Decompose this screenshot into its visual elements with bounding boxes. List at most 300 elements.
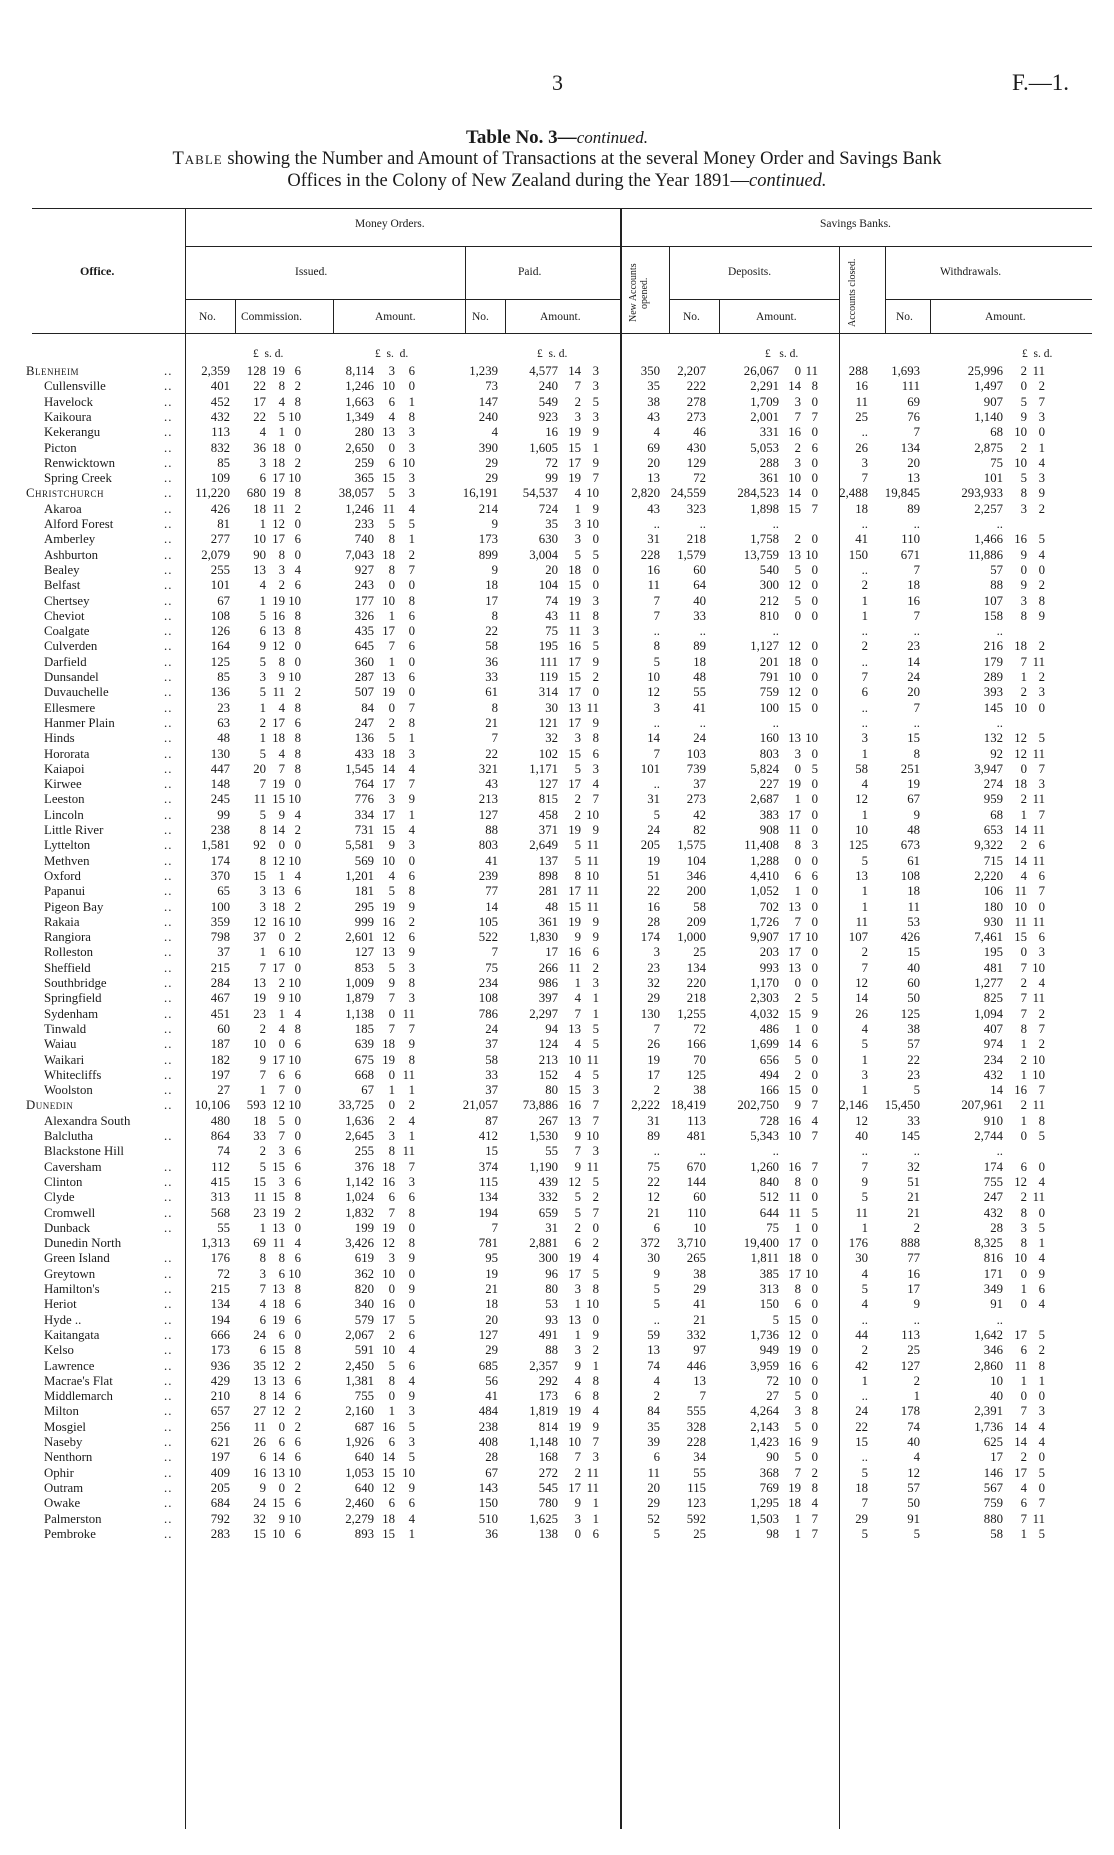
- cell-issued-pence: 4: [408, 761, 415, 776]
- cell-commission-shillings: 14: [272, 1450, 285, 1465]
- cell-withdrawal-shillings: 3: [1020, 501, 1027, 516]
- cell-issued-pounds: 181: [354, 884, 374, 899]
- cell-deposit-no: 200: [686, 884, 706, 899]
- cell-issued-pence: 6: [408, 868, 415, 883]
- cell-issued-shillings: 2: [388, 1327, 395, 1342]
- cell-issued-shillings: 7: [388, 639, 395, 654]
- cell-paid-shillings: 3: [574, 1343, 581, 1358]
- cell-issued-pounds: 853: [354, 960, 374, 975]
- cell-deposit-no: 1,579: [677, 547, 706, 562]
- cell-paid-pence: 10: [586, 868, 599, 883]
- cell-withdrawal-shillings: 4: [1020, 868, 1027, 883]
- leader-dots: ..: [164, 547, 173, 562]
- cell-withdrawal-pence: 0: [1038, 1159, 1045, 1174]
- cell-deposit-shillings: 3: [794, 746, 801, 761]
- cell-deposit-no: 1,255: [677, 1006, 706, 1021]
- cell-no-issued: 109: [210, 471, 230, 486]
- leader-dots: ..: [164, 1450, 173, 1465]
- cell-no-issued: 401: [210, 379, 230, 394]
- office-name: Alford Forest: [44, 517, 114, 531]
- cell-paid-pence: 9: [592, 455, 599, 470]
- cell-issued-pence: 9: [408, 1282, 415, 1296]
- leader-dots: ..: [164, 1511, 173, 1526]
- cell-accounts-closed: 1: [861, 1052, 868, 1067]
- cell-deposit-pounds: 1,170: [750, 976, 779, 990]
- cell-no-issued: 10,106: [194, 1098, 230, 1113]
- cell-no-issued: 182: [210, 1052, 230, 1067]
- table-row: [0, 961, 1114, 976]
- cell-commission-shillings: 2: [278, 976, 285, 990]
- cell-paid-pence: 8: [592, 608, 599, 623]
- cell-issued-pounds: 2,160: [345, 1404, 374, 1419]
- cell-commission-shillings: 8: [278, 379, 285, 394]
- cell-withdrawal-pounds: 755: [983, 1174, 1003, 1189]
- office-name: Pigeon Bay: [44, 899, 104, 914]
- cell-deposit-shillings: 1: [794, 792, 801, 807]
- cell-commission-pounds: 37: [253, 930, 266, 945]
- header-money-orders: Money Orders.: [355, 218, 425, 230]
- cell-paid-pence: 5: [592, 1037, 599, 1052]
- cell-commission-pence: 2: [294, 1358, 301, 1373]
- cell-paid-pounds: 16: [545, 425, 558, 440]
- cell-withdrawal-pounds: 432: [983, 1067, 1003, 1082]
- cell-deposit-pounds: 385: [759, 1266, 779, 1281]
- cell-commission-shillings: 17: [272, 960, 285, 975]
- cell-commission-shillings: 17: [272, 715, 285, 730]
- cell-no-issued: 130: [210, 746, 230, 761]
- cell-paid-shillings: 9: [574, 1129, 581, 1143]
- cell-deposit-no: 555: [686, 1404, 706, 1419]
- cell-issued-pounds: 1,142: [345, 1174, 374, 1189]
- cell-commission-pence: 10: [288, 409, 301, 424]
- cell-withdrawal-pence: 0: [1038, 562, 1045, 577]
- header-amount-paid: Amount.: [540, 311, 581, 323]
- office-name: Whitecliffs: [44, 1067, 102, 1082]
- cell-commission-pounds: 10: [253, 532, 266, 547]
- cell-issued-shillings: 14: [382, 1450, 395, 1465]
- cell-paid-pounds: 314: [538, 685, 558, 700]
- cell-withdrawal-no: 50: [907, 991, 920, 1006]
- cell-paid-pounds: 30: [545, 700, 558, 715]
- cell-paid-shillings: 10: [568, 1435, 581, 1449]
- cell-commission-pence: 2: [294, 1205, 301, 1220]
- cell-withdrawal-no: 74: [907, 1419, 920, 1434]
- leader-dots: ..: [164, 914, 173, 929]
- cell-paid-pounds: 923: [538, 409, 558, 424]
- cell-withdrawal-shillings: 10: [1014, 425, 1027, 440]
- cell-paid-shillings: 2: [574, 394, 581, 409]
- cell-deposit-pence: 9: [811, 1435, 818, 1449]
- cell-deposit-no: 123: [686, 1496, 706, 1511]
- cell-paid-pence: 9: [592, 823, 599, 837]
- cell-commission-shillings: 12: [272, 639, 285, 654]
- cell-deposit-no: 37: [693, 777, 706, 792]
- cell-withdrawal-shillings: 8: [1020, 486, 1027, 501]
- cell-issued-shillings: 1: [388, 608, 395, 623]
- table-row: [0, 639, 1114, 654]
- office-name: Nenthorn: [44, 1450, 93, 1465]
- leader-dots: ..: [164, 440, 173, 455]
- cell-withdrawal-shillings: 10: [1014, 700, 1027, 715]
- cell-withdrawal-shillings: 0: [1020, 1297, 1027, 1312]
- cell-commission-pounds: 20: [253, 761, 266, 776]
- cell-withdrawal-shillings: 11: [1014, 1358, 1027, 1373]
- cell-no-issued: 81: [217, 517, 230, 531]
- cell-paid-no: 21: [485, 1282, 498, 1296]
- cell-withdrawal-no: 38: [907, 1021, 920, 1036]
- office-name: Culverden: [44, 639, 98, 654]
- cell-accounts-closed: 1: [861, 807, 868, 822]
- cell-issued-pounds: 3,426: [345, 1236, 374, 1251]
- office-name: Caversham: [44, 1159, 102, 1174]
- cell-withdrawal-shillings: 2: [1020, 1190, 1027, 1205]
- cell-issued-pounds: 199: [354, 1220, 374, 1235]
- cell-deposit-pounds: 5: [772, 1312, 779, 1327]
- cell-withdrawal-no: 50: [907, 1496, 920, 1511]
- cell-commission-shillings: 0: [278, 930, 285, 945]
- cell-withdrawal-pence: 5: [1038, 1327, 1045, 1342]
- cell-issued-pounds: 893: [354, 1526, 374, 1541]
- cell-paid-pounds: 20: [545, 562, 558, 577]
- cell-commission-shillings: 13: [272, 1465, 285, 1480]
- cell-commission-pounds: 22: [253, 379, 266, 394]
- cell-paid-no: 127: [478, 807, 498, 822]
- cell-paid-pence: 10: [586, 517, 599, 531]
- cell-deposit-pounds: 212: [759, 593, 779, 608]
- cell-no-issued: 657: [210, 1404, 230, 1419]
- office-name: Macrae's Flat: [44, 1373, 113, 1388]
- cell-paid-no: 43: [485, 777, 498, 792]
- cell-withdrawal-pounds: 75: [990, 455, 1003, 470]
- office-name: Spring Creek: [44, 471, 112, 486]
- cell-paid-pounds: 43: [545, 608, 558, 623]
- cell-paid-pence: 10: [586, 1297, 599, 1312]
- cell-no-issued: 210: [210, 1389, 230, 1404]
- cell-issued-shillings: 19: [382, 899, 395, 914]
- table-row: [0, 1114, 1114, 1129]
- table-row: [0, 486, 1114, 501]
- cell-commission-pence: 0: [294, 1113, 301, 1128]
- cell-paid-shillings: 19: [568, 914, 581, 929]
- cell-paid-pence: 3: [592, 1450, 599, 1465]
- cell-issued-pence: 5: [408, 1419, 415, 1434]
- cell-issued-pence: 8: [408, 1205, 415, 1220]
- cell-issued-shillings: 2: [388, 1113, 395, 1128]
- cell-deposit-pence: 0: [811, 1021, 818, 1036]
- cell-commission-pence: 0: [294, 517, 301, 531]
- cell-withdrawal-pence: 5: [1038, 1526, 1045, 1541]
- cell-issued-pence: 3: [408, 471, 415, 486]
- cell-commission-pounds: 23: [253, 1205, 266, 1220]
- cell-commission-pence: 2: [294, 1404, 301, 1419]
- cell-commission-pounds: 9: [259, 639, 266, 654]
- cell-issued-shillings: 19: [382, 685, 395, 700]
- office-name: Sydenham: [44, 1006, 99, 1021]
- cell-withdrawal-pence: 2: [1038, 379, 1045, 394]
- cell-withdrawal-shillings: 8: [1020, 1236, 1027, 1251]
- cell-paid-pence: 8: [592, 1373, 599, 1388]
- cell-commission-pence: 6: [294, 364, 301, 378]
- office-name: Amberley: [44, 532, 96, 547]
- cell-withdrawal-no: 91: [907, 1511, 920, 1526]
- office-name: Mosgiel: [44, 1419, 86, 1434]
- cell-deposit-shillings: 0: [794, 608, 801, 623]
- cell-commission-pounds: 1: [259, 517, 266, 531]
- cell-paid-pounds: 111: [539, 654, 558, 669]
- cell-paid-no: 75: [485, 960, 498, 975]
- table-row: [0, 915, 1114, 930]
- cell-issued-shillings: 10: [382, 379, 395, 394]
- cell-issued-shillings: 0: [388, 440, 395, 455]
- cell-deposit-shillings: 5: [794, 1389, 801, 1404]
- cell-paid-pence: 5: [592, 639, 599, 654]
- cell-paid-pence: 9: [592, 1419, 599, 1434]
- header-col-divider: [930, 299, 931, 334]
- cell-new-accounts: 2,222: [631, 1098, 660, 1113]
- cell-new-accounts: 13: [647, 471, 660, 486]
- cell-commission-pounds: 5: [259, 746, 266, 761]
- cell-withdrawal-no: ..: [913, 624, 920, 639]
- cell-commission-pence: 0: [294, 777, 301, 792]
- cell-paid-shillings: 6: [574, 1389, 581, 1404]
- cell-commission-pounds: 18: [253, 501, 266, 516]
- cell-deposit-no: 38: [693, 1266, 706, 1281]
- cell-withdrawal-no: 125: [900, 1006, 920, 1021]
- cell-new-accounts: 89: [647, 1129, 660, 1143]
- cell-issued-pounds: 1,545: [345, 761, 374, 776]
- cell-withdrawal-no: 2: [913, 1220, 920, 1235]
- header-no-deposits: No.: [683, 311, 700, 323]
- cell-issued-pence: 1: [408, 532, 415, 547]
- cell-deposit-pounds: 202,750: [737, 1098, 779, 1113]
- cell-issued-shillings: 18: [382, 1037, 395, 1052]
- cell-issued-pounds: 233: [354, 517, 374, 531]
- cell-withdrawal-pounds: 407: [983, 1021, 1003, 1036]
- cell-paid-pence: 9: [592, 1327, 599, 1342]
- cell-withdrawal-no: 18: [907, 578, 920, 593]
- cell-withdrawal-shillings: 10: [1014, 899, 1027, 914]
- cell-withdrawal-pence: 10: [1032, 1067, 1045, 1082]
- cell-withdrawal-shillings: 11: [1014, 914, 1027, 929]
- table-row: [0, 1435, 1114, 1450]
- cell-commission-pounds: 11: [253, 1419, 266, 1434]
- cell-withdrawal-no: 20: [907, 455, 920, 470]
- cell-issued-pounds: 365: [354, 471, 374, 486]
- cell-issued-shillings: 7: [388, 1205, 395, 1220]
- cell-deposit-pounds: 331: [759, 425, 779, 440]
- cell-withdrawal-pence: 4: [1038, 1435, 1045, 1449]
- table-title-main: Table No. 3—: [466, 127, 577, 148]
- cell-withdrawal-pounds: 715: [983, 853, 1003, 868]
- cell-commission-shillings: 16: [272, 914, 285, 929]
- cell-issued-pence: 9: [408, 899, 415, 914]
- cell-withdrawal-pence: 7: [1038, 761, 1045, 776]
- table-row: [0, 1129, 1114, 1144]
- cell-deposit-shillings: 13: [788, 960, 801, 975]
- cell-withdrawal-shillings: 2: [1020, 685, 1027, 700]
- cell-deposit-pounds: 300: [759, 578, 779, 593]
- cell-issued-pence: 1: [408, 807, 415, 822]
- cell-deposit-pence: 10: [805, 731, 818, 746]
- office-name: Woolston: [44, 1083, 93, 1098]
- cell-paid-pence: 11: [586, 1480, 599, 1495]
- table-row: [0, 1496, 1114, 1511]
- cell-paid-shillings: 4: [574, 1037, 581, 1052]
- cell-withdrawal-pounds: 880: [983, 1511, 1003, 1526]
- cell-deposit-shillings: 3: [794, 455, 801, 470]
- cell-deposit-pounds: 27: [766, 1389, 779, 1404]
- cell-deposit-pounds: 769: [759, 1480, 779, 1495]
- cell-issued-pounds: 507: [354, 685, 374, 700]
- cell-commission-pence: 8: [294, 624, 301, 639]
- cell-no-issued: 148: [210, 777, 230, 792]
- cell-issued-shillings: 3: [388, 792, 395, 807]
- cell-accounts-closed: 4: [861, 1266, 868, 1281]
- cell-deposit-pence: 0: [811, 394, 818, 409]
- cell-deposit-pence: 0: [811, 853, 818, 868]
- table-row: [0, 578, 1114, 593]
- cell-commission-pence: 2: [294, 1419, 301, 1434]
- cell-withdrawal-pence: 0: [1038, 1205, 1045, 1220]
- cell-paid-pence: 3: [592, 1144, 599, 1159]
- cell-commission-pence: 2: [294, 1480, 301, 1495]
- cell-deposit-pounds: 759: [759, 685, 779, 700]
- cell-issued-shillings: 0: [388, 1067, 395, 1082]
- table-row: [0, 548, 1114, 563]
- cell-deposit-shillings: 17: [788, 1266, 801, 1281]
- cell-issued-pence: 5: [408, 1312, 415, 1327]
- cell-commission-pounds: 13: [253, 976, 266, 990]
- cell-new-accounts: 75: [647, 1159, 660, 1174]
- cell-deposit-pounds: 1,052: [750, 884, 779, 899]
- cell-deposit-pence: 0: [811, 1312, 818, 1327]
- cell-deposit-pence: 0: [811, 486, 818, 501]
- cell-issued-pence: 0: [408, 1297, 415, 1312]
- cell-no-issued: 197: [210, 1067, 230, 1082]
- cell-deposit-shillings: 17: [788, 930, 801, 945]
- cell-paid-no: 18: [485, 1297, 498, 1312]
- cell-withdrawal-pence: 0: [1038, 1450, 1045, 1465]
- leader-dots: ..: [164, 394, 173, 409]
- cell-withdrawal-no: 111: [901, 379, 920, 394]
- cell-withdrawal-no: 32: [907, 1159, 920, 1174]
- cell-new-accounts: 4: [653, 425, 660, 440]
- cell-withdrawal-pounds: 171: [983, 1266, 1003, 1281]
- cell-deposit-pence: 8: [811, 1480, 818, 1495]
- cell-commission-pence: 10: [288, 1465, 301, 1480]
- cell-paid-pounds: 1,605: [529, 440, 558, 455]
- cell-paid-pence: 2: [592, 960, 599, 975]
- office-name: Hamilton's: [44, 1282, 100, 1296]
- cell-withdrawal-pence: 5: [1038, 731, 1045, 746]
- cell-withdrawal-pounds: 930: [983, 914, 1003, 929]
- cell-no-issued: 1,581: [201, 838, 230, 853]
- cell-issued-pence: 5: [408, 517, 415, 531]
- cell-deposit-no: 18: [693, 654, 706, 669]
- cell-paid-pence: 11: [586, 853, 599, 868]
- cell-commission-pounds: 6: [259, 471, 266, 486]
- cell-commission-shillings: 12: [272, 1358, 285, 1373]
- office-name: Sheffield: [44, 960, 91, 975]
- cell-paid-shillings: 17: [568, 715, 581, 730]
- cell-paid-no: 7: [491, 1220, 498, 1235]
- cell-paid-pounds: 1,819: [529, 1404, 558, 1419]
- cell-no-issued: 215: [210, 960, 230, 975]
- cell-no-issued: 112: [211, 1159, 230, 1174]
- cell-deposit-pounds: 5,053: [750, 440, 779, 455]
- cell-withdrawal-pence: 4: [1038, 1419, 1045, 1434]
- cell-deposit-pounds: 494: [759, 1067, 779, 1082]
- cell-no-issued: 215: [210, 1282, 230, 1296]
- cell-withdrawal-no: 9: [913, 807, 920, 822]
- cell-paid-pence: 5: [592, 1021, 599, 1036]
- cell-issued-pence: 0: [408, 578, 415, 593]
- cell-withdrawal-shillings: 14: [1014, 853, 1027, 868]
- cell-deposit-pounds: 4,032: [750, 1006, 779, 1021]
- cell-no-issued: 467: [210, 991, 230, 1006]
- cell-issued-shillings: 7: [388, 991, 395, 1006]
- cell-issued-pounds: 33,725: [338, 1098, 374, 1113]
- cell-issued-shillings: 18: [382, 1159, 395, 1174]
- table-row: [0, 869, 1114, 884]
- cell-withdrawal-pounds: 1,140: [974, 409, 1003, 424]
- cell-deposit-no: 346: [686, 868, 706, 883]
- cell-deposit-no: 446: [686, 1358, 706, 1373]
- cell-no-issued: 65: [217, 884, 230, 899]
- cell-paid-pence: 3: [592, 379, 599, 394]
- cell-accounts-closed: 125: [848, 838, 868, 853]
- cell-paid-pence: 2: [592, 670, 599, 684]
- cell-deposit-pence: 0: [811, 1373, 818, 1388]
- cell-paid-pence: 3: [592, 593, 599, 608]
- cell-issued-shillings: 2: [388, 715, 395, 730]
- cell-paid-no: 127: [478, 1327, 498, 1342]
- cell-paid-pence: 8: [592, 1282, 599, 1296]
- office-name: Hanmer Plain: [44, 715, 115, 730]
- cell-paid-shillings: 15: [568, 1083, 581, 1098]
- cell-deposit-pounds: 728: [759, 1113, 779, 1128]
- cell-no-issued: 187: [210, 1037, 230, 1052]
- cell-withdrawal-shillings: 1: [1020, 670, 1027, 684]
- cell-issued-shillings: 17: [382, 807, 395, 822]
- leader-dots: ..: [164, 1435, 173, 1449]
- office-name: Owake: [44, 1496, 81, 1511]
- table-row: [0, 441, 1114, 456]
- cell-accounts-closed: 12: [855, 1113, 868, 1128]
- cell-paid-shillings: 9: [574, 1159, 581, 1174]
- cell-withdrawal-pounds: 145: [983, 700, 1003, 715]
- cell-deposit-pence: 3: [811, 838, 818, 853]
- cell-withdrawal-shillings: 1: [1020, 1526, 1027, 1541]
- cell-issued-pence: 6: [408, 608, 415, 623]
- cell-new-accounts: 16: [647, 899, 660, 914]
- cell-issued-pounds: 640: [354, 1480, 374, 1495]
- table-row: [0, 685, 1114, 700]
- cell-deposit-shillings: 17: [788, 1236, 801, 1251]
- cell-issued-pounds: 1,663: [345, 394, 374, 409]
- cell-issued-pounds: 1,349: [345, 409, 374, 424]
- leader-dots: ..: [164, 1052, 173, 1067]
- cell-commission-shillings: 4: [278, 700, 285, 715]
- cell-no-issued: 176: [210, 1251, 230, 1266]
- cell-issued-pence: 8: [408, 1236, 415, 1251]
- cell-paid-no: 8: [491, 608, 498, 623]
- cell-withdrawal-pence: 3: [1038, 1404, 1045, 1419]
- cell-accounts-closed: ..: [861, 1144, 868, 1159]
- cell-issued-pounds: 740: [354, 532, 374, 547]
- cell-issued-pence: 6: [408, 1358, 415, 1373]
- leader-dots: ..: [164, 1083, 173, 1098]
